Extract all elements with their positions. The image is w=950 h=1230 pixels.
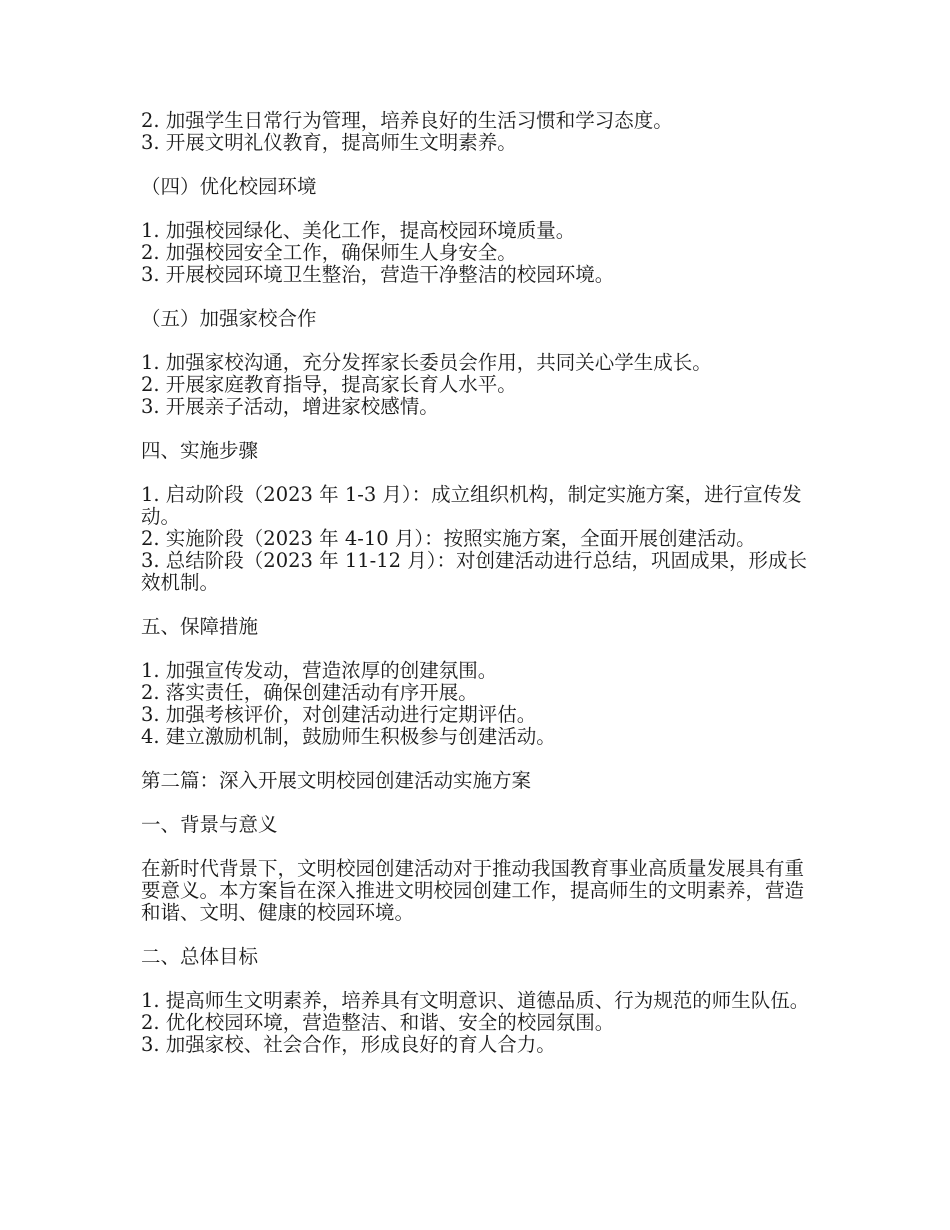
list-item: 1. 提高师生文明素养，培养具有文明意识、道德品质、行为规范的师生队伍。 (141, 989, 810, 1012)
list-item: 3. 开展亲子活动，增进家校感情。 (141, 395, 439, 418)
part-two-title: 第二篇：深入开展文明校园创建活动实施方案 (141, 769, 532, 792)
section-four-list (141, 220, 821, 286)
list-item: 4. 建立激励机制，鼓励师生积极参与创建活动。 (141, 725, 556, 748)
section-five-list (141, 352, 821, 418)
document-body (141, 110, 821, 1056)
implementation-list (141, 484, 821, 594)
list-item: 2. 落实责任，确保创建活动有序开展。 (141, 681, 478, 704)
list-item: 1. 加强宣传发动，营造浓厚的创建氛围。 (141, 659, 498, 682)
list-item: 2. 实施阶段（2023 年 4-10 月）：按照实施方案，全面开展创建活动。 (141, 527, 756, 550)
list-item: 3. 开展校园环境卫生整治，营造干净整洁的校园环境。 (141, 263, 615, 286)
safeguards-list (141, 660, 821, 748)
section-three-continued (141, 110, 821, 154)
section-five-heading: （五）加强家校合作 (141, 307, 317, 330)
goals-heading: 二、总体目标 (141, 945, 259, 968)
list-item: 1. 加强校园绿化、美化工作，提高校园环境质量。 (141, 219, 576, 242)
list-item: 3. 总结阶段（2023 年 11-12 月）：对创建活动进行总结，巩固成果，形成长效机制。 (141, 549, 807, 594)
list-item: 3. 加强家校、社会合作，形成良好的育人合力。 (141, 1033, 556, 1056)
section-four-heading: （四）优化校园环境 (141, 175, 317, 198)
list-item: 1. 加强家校沟通，充分发挥家长委员会作用，共同关心学生成长。 (141, 351, 712, 374)
background-heading: 一、背景与意义 (141, 813, 278, 836)
list-item: 2. 加强学生日常行为管理，培养良好的生活习惯和学习态度。 (141, 109, 673, 132)
safeguards-heading: 五、保障措施 (141, 615, 259, 638)
list-item: 3. 加强考核评价，对创建活动进行定期评估。 (141, 703, 537, 726)
list-item: 3. 开展文明礼仪教育，提高师生文明素养。 (141, 131, 517, 154)
background-paragraph: 在新时代背景下，文明校园创建活动对于推动我国教育事业高质量发展具有重要意义。本方案旨在深入推进文明校园创建工作，提高师生的文明素养，营造和谐、文明、健康的校园环境。 (141, 857, 805, 924)
list-item: 1. 启动阶段（2023 年 1-3 月）：成立组织机构，制定实施方案，进行宣传发动。 (141, 483, 802, 528)
list-item: 2. 加强校园安全工作，确保师生人身安全。 (141, 241, 517, 264)
goals-list (141, 990, 821, 1056)
list-item: 2. 优化校园环境，营造整洁、和谐、安全的校园氛围。 (141, 1011, 615, 1034)
list-item: 2. 开展家庭教育指导，提高家长育人水平。 (141, 373, 517, 396)
implementation-heading: 四、实施步骤 (141, 439, 259, 462)
